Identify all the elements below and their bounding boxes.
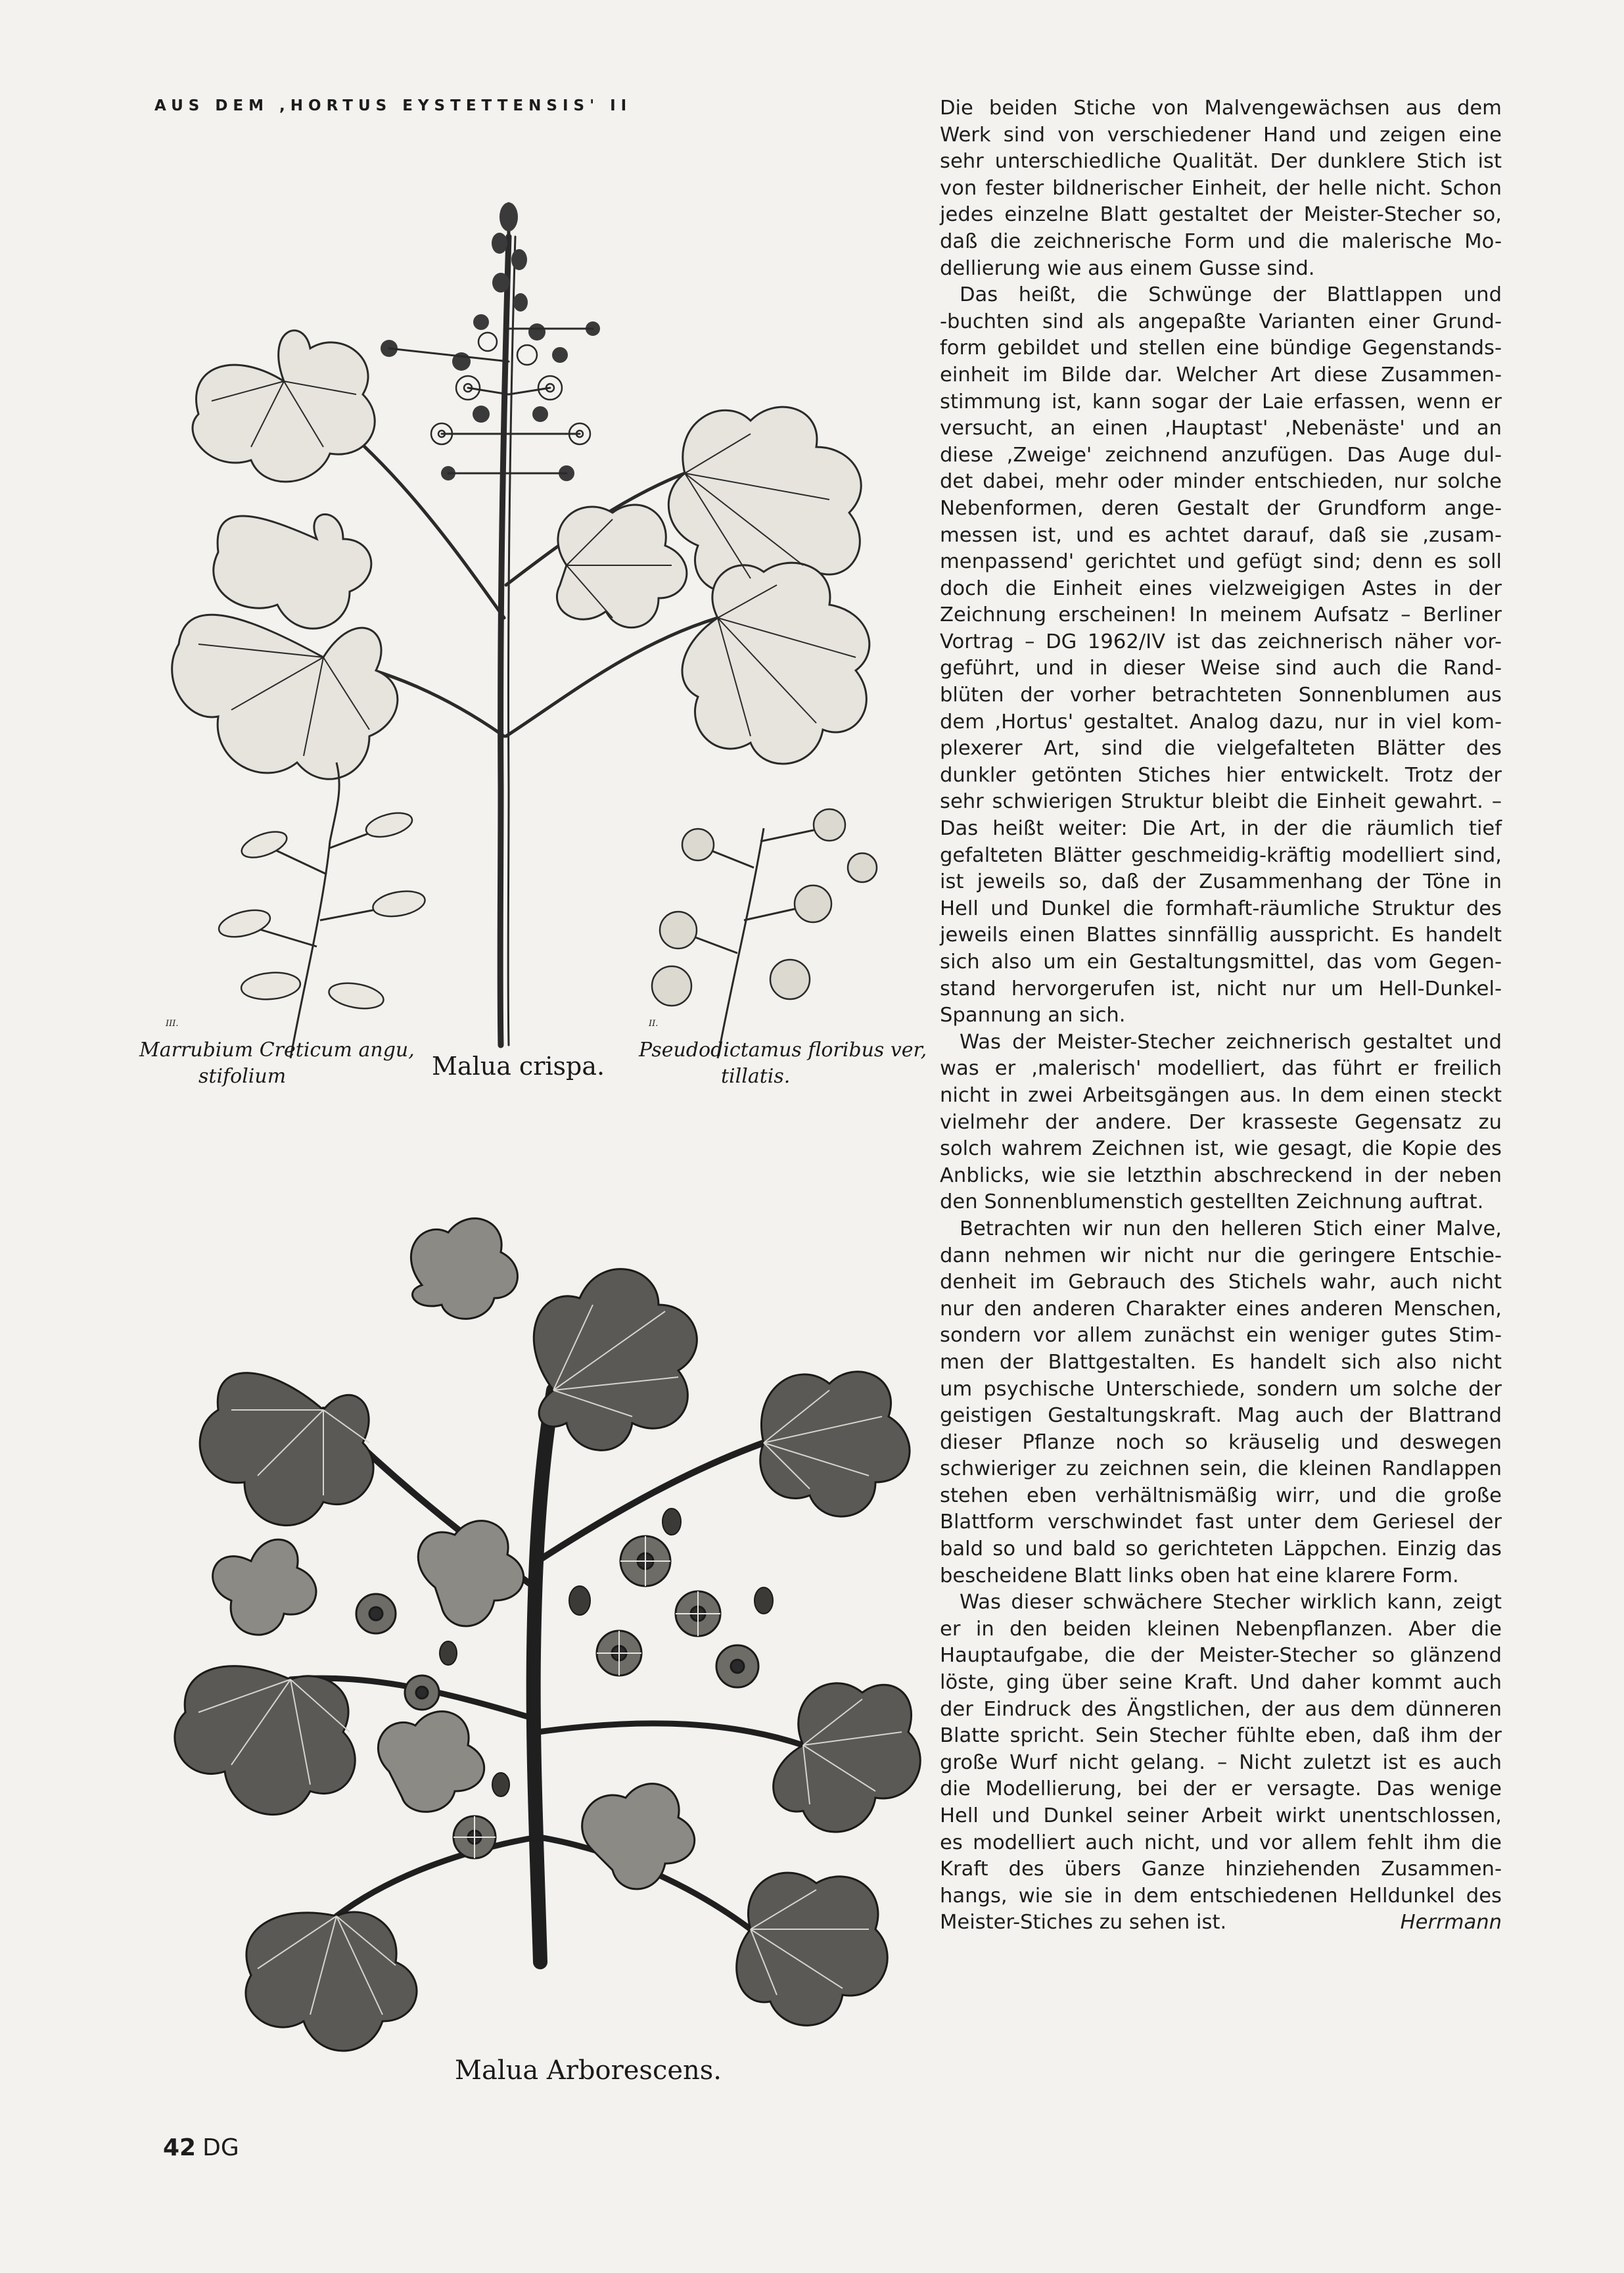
article-paragraph [940, 1029, 1502, 1216]
text-line: Betrachten wir nun den helleren Stich einer Malve, [960, 1217, 1502, 1240]
caption-left-marker: III. [166, 1019, 179, 1029]
article-body [940, 95, 1502, 2159]
text-line: menpassend' gerichtet und gefügt sind; denn es soll [940, 550, 1502, 574]
text-line: gefalteten Blätter geschmeidig-kräftig modelliert sind, [940, 843, 1502, 867]
text-line: schwieriger zu zeichnen sein, die kleinen Randlappen [940, 1457, 1502, 1481]
text-line: solch wahrem Zeichnen ist, wie gesagt, die Kopie des [940, 1137, 1502, 1161]
text-line: nicht in zwei Arbeitsgängen aus. In dem einen steckt [940, 1083, 1502, 1107]
text-line: die Modellierung, bei der er versagte. Das wenige [940, 1777, 1502, 1801]
text-line: Kraft des übers Ganze hinziehenden Zusammen- [940, 1858, 1502, 1881]
text-line: jeweils einen Blattes sinnfällig ausspricht. Es handelt [940, 924, 1502, 947]
page-number: 42 [163, 2134, 197, 2161]
caption-marrubium: Marrubium Creticum angu, [139, 1039, 415, 1062]
text-line: nur den anderen Charakter eines anderen Menschen, [940, 1297, 1502, 1321]
text-line: dem ,Hortus' gestaltet. Analog dazu, nur in viel kom- [940, 710, 1502, 734]
engraving-malua-crispa [139, 197, 927, 1134]
caption-malua-crispa: Malua crispa. [432, 1052, 605, 1081]
text-line: Was der Meister-Stecher zeichnerisch gestaltet und [960, 1030, 1502, 1054]
running-header: AUS DEM ,HORTUS EYSTETTENSIS' II [154, 97, 632, 114]
text-line: sich also um ein Gestaltungsmittel, das vom Gegen- [940, 950, 1502, 973]
caption-pseudodictamus-line2: tillatis. [721, 1065, 791, 1088]
text-line: sehr unterschiedliche Qualität. Der dunklere Stich ist [940, 150, 1502, 174]
text-line: Nebenformen, deren Gestalt der Grundform ange- [940, 496, 1502, 520]
text-line: geistigen Gestaltungskraft. Mag auch der Blattrand [940, 1404, 1502, 1428]
article-paragraph [940, 95, 1502, 282]
malua-arborescens-illustration [172, 1193, 912, 2097]
text-line: Anblicks, wie sie letzthin abschreckend in der neben [940, 1163, 1502, 1187]
text-line: er in den beiden kleinen Nebenpflanzen. Aber die [940, 1617, 1502, 1641]
article-paragraph [940, 282, 1502, 1029]
text-line: Das heißt, die Schwünge der Blattlappen und [960, 283, 1502, 307]
text-line: bescheidene Blatt links oben hat eine klarere Form. [940, 1564, 1459, 1587]
text-line: plexerer Art, sind die vielgefalteten Blätter des [940, 737, 1502, 761]
journal-abbrev: DG [202, 2134, 239, 2161]
folio [163, 2134, 239, 2161]
text-line: dunkler getönten Stiches hier entwickelt. Trotz der [940, 763, 1502, 787]
text-line: daß die zeichnerische Form und die malerische Mo- [940, 229, 1502, 253]
text-line: -buchten sind als angepaßte Varianten einer Grund- [940, 310, 1502, 333]
text-line: blüten der vorher betrachteten Sonnenblumen aus [940, 684, 1502, 707]
text-line: doch die Einheit eines vielzweigigen Astes in der [940, 576, 1502, 600]
text-line: stimmung ist, kann sogar der Laie erfassen, wenn er [940, 390, 1502, 413]
engraving-malua-arborescens [172, 1193, 912, 2097]
text-line: Hell und Dunkel seiner Arbeit wirkt unentschlossen, [940, 1804, 1502, 1827]
caption-pseudodictamus: Pseudodictamus floribus ver, [639, 1039, 927, 1062]
text-line: jedes einzelne Blatt gestaltet der Meister-Stecher so, [940, 203, 1502, 227]
author-signature: Herrmann [1400, 1911, 1502, 1934]
text-line: um psychische Unterschiede, sondern um solche der [940, 1377, 1502, 1401]
text-line: stand hervorgerufen ist, nicht nur um Hell-Dunkel- [940, 977, 1502, 1000]
text-line: Zeichnung erscheinen! In meinem Aufsatz – Berliner [940, 603, 1502, 627]
text-line: stehen eben verhältnismäßig wirr, und die große [940, 1484, 1502, 1507]
text-line: Hell und Dunkel die formhaft-räumliche Struktur des [940, 897, 1502, 920]
text-line: große Wurf nicht gelang. – Nicht zuletzt ist es auch [940, 1750, 1502, 1774]
text-line: geführt, und in dieser Weise sind auch die Rand- [940, 657, 1502, 680]
text-line: sehr schwierigen Struktur bleibt die Einheit gewahrt. – [940, 790, 1502, 814]
text-line: versucht, an einen ,Hauptast' ,Nebenäste' und an [940, 417, 1502, 440]
text-line: Vortrag – DG 1962/IV ist das zeichnerisch näher vor- [940, 630, 1502, 653]
text-line: Die beiden Stiche von Malvengewächsen aus dem [940, 97, 1502, 120]
text-line: sondern vor allem zunächst ein weniger gutes Stim- [940, 1324, 1502, 1347]
text-line: ist jeweils so, daß der Zusammenhang der Töne in [940, 870, 1502, 894]
text-line: men der Blattgestalten. Es handelt sich also nicht [940, 1350, 1502, 1374]
article-paragraph [940, 1589, 1502, 1936]
text-line: den Sonnenblumenstich gestellten Zeichnung auftrat. [940, 1190, 1484, 1214]
text-line: der Eindruck des Ängstlichen, der aus dem dünneren [940, 1697, 1502, 1721]
text-line: hangs, wie sie in dem entschiedenen Helldunkel des [940, 1884, 1502, 1908]
text-line: Hauptaufgabe, die der Meister-Stecher so glänzend [940, 1644, 1502, 1668]
text-line: bald so und bald so gerichteten Läppchen. Einzig das [940, 1537, 1502, 1561]
caption-marrubium-line2: stifolium [198, 1065, 287, 1088]
text-line: Spannung an sich. [940, 1004, 1126, 1027]
text-line: einheit im Bilde dar. Welcher Art diese Zusammen- [940, 363, 1502, 387]
caption-malua-arborescens: Malua Arborescens. [455, 2055, 722, 2086]
article-paragraph [940, 1216, 1502, 1589]
text-line: löste, ging über seine Kraft. Und daher kommt auch [940, 1671, 1502, 1695]
text-line: dieser Pflanze noch so kräuselig und deswegen [940, 1430, 1502, 1454]
text-line: dellierung wie aus einem Gusse sind. [940, 256, 1315, 280]
malua-crispa-illustration [172, 197, 912, 1134]
text-line: vielmehr der andere. Der krasseste Gegensatz zu [940, 1110, 1502, 1134]
text-line: messen ist, und es achtet darauf, daß sie ,zusam- [940, 523, 1502, 547]
text-line: es modelliert auch nicht, und vor allem fehlt ihm die [940, 1831, 1502, 1854]
text-line: Blatte spricht. Sein Stecher fühlte eben, daß ihm der [940, 1724, 1502, 1748]
caption-right-marker: II. [649, 1019, 659, 1029]
text-line: Was dieser schwächere Stecher wirklich kann, zeigt [960, 1591, 1502, 1614]
text-line: form gebildet und stellen eine bündige Gegenstands- [940, 337, 1502, 360]
text-line: diese ,Zweige' zeichnend anzufügen. Das Auge dul- [940, 443, 1502, 467]
text-line: dann nehmen wir nicht nur die geringere Entschie- [940, 1244, 1502, 1267]
text-line: Blattform verschwindet fast unter dem Geriesel der [940, 1511, 1502, 1534]
text-line: von fester bildnerischer Einheit, der helle nicht. Schon [940, 176, 1502, 200]
text-line: Das heißt weiter: Die Art, in der die räumlich tief [940, 817, 1502, 841]
text-line: det dabei, mehr oder minder entschieden, nur solche [940, 470, 1502, 494]
text-line: Werk sind von verschiedener Hand und zeigen eine [940, 123, 1502, 147]
text-line: denheit im Gebrauch des Stichels wahr, auch nicht [940, 1271, 1502, 1294]
text-line: Meister-Stiches zu sehen ist. [940, 1911, 1227, 1934]
text-line: was er ,malerisch' modelliert, das führt er freilich [940, 1057, 1502, 1081]
